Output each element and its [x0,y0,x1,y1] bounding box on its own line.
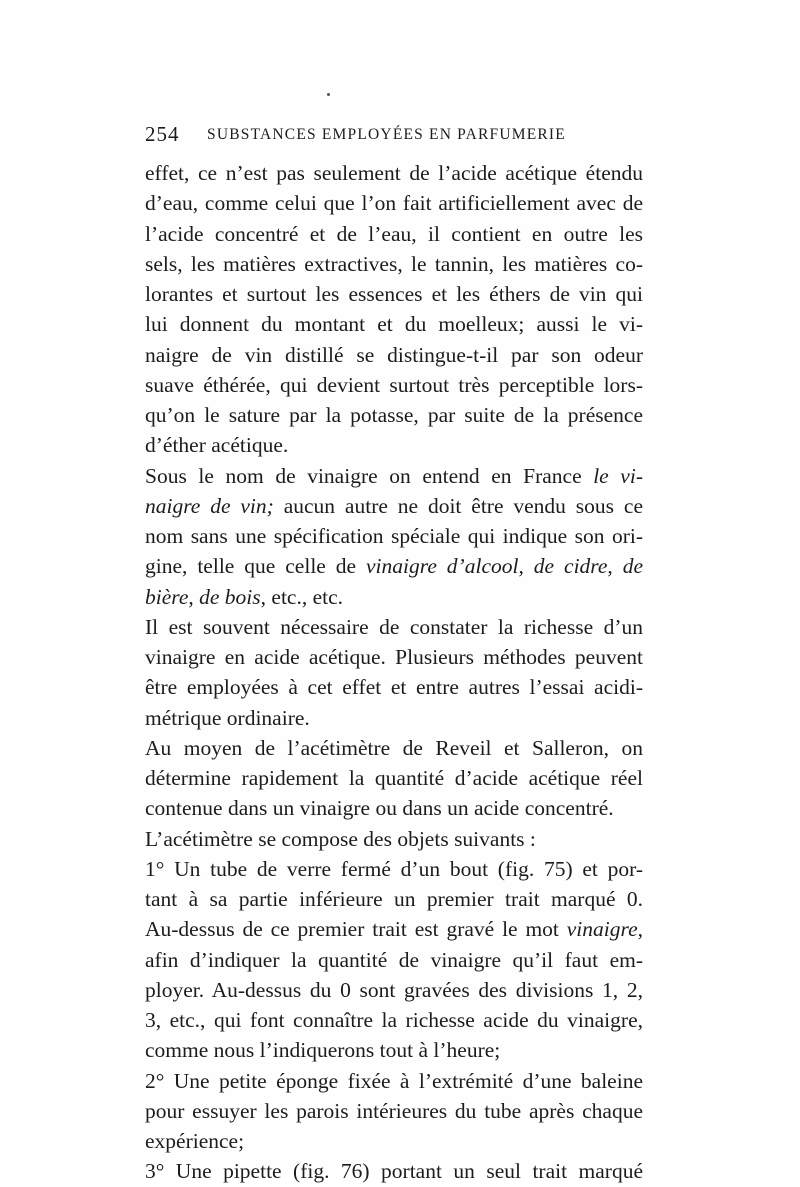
text-run: L’acétimètre se compose des objets suivants : [145,826,536,851]
text-line [145,491,643,521]
text-line [145,975,643,1005]
text-run: , [518,554,534,579]
text-run: suave éthérée, qui devient surtout très perceptible lors- [145,372,643,397]
text-run: lui donnent du montant et du moelleux; aussi le vi- [145,312,643,337]
text-run: d’éther acétique. [145,433,289,458]
text-run: sels, les matières extractives, le tannin, les matières co- [145,251,643,276]
text-line [145,582,643,612]
text-line [145,430,643,460]
text-line [145,551,643,581]
page-number: 254 [145,122,180,146]
text-line [145,672,643,702]
text-line [145,824,643,854]
text-line [145,188,643,218]
italic-text: de bois [199,584,261,609]
text-run: pour essuyer les parois intérieures du tube après chaque [145,1098,643,1123]
text-run: afin d’indiquer la quantité de vinaigre qu’il faut em- [145,947,643,972]
text-run: Il est souvent nécessaire de constater la richesse d’un [145,614,643,639]
text-line [145,642,643,672]
running-title: SUBSTANCES EMPLOYÉES EN PARFUMERIE [207,126,566,143]
text-line [145,461,643,491]
text-run: nom sans une spécification spéciale qui indique son ori- [145,524,643,548]
text-line [145,703,643,733]
text-line [145,219,643,249]
text-run: 1° Un tube de verre fermé d’un bout (fig. 75) et por- [145,856,643,881]
text-line [145,763,643,793]
text-run: qu’on le sature par la potasse, par suite de la présence [145,403,643,427]
text-line [145,158,643,188]
italic-text: vinaigre [566,917,638,942]
text-line [145,340,643,370]
text-run: , etc., etc. [260,584,344,609]
text-run: être employées à cet effet et entre autres l’essai acidi- [145,675,643,700]
text-run: tant à sa partie inférieure un premier trait marqué 0. [145,887,643,911]
italic-text: de cidre [533,554,608,579]
text-run: comme nous l’indiquerons tout à l’heure; [145,1038,501,1063]
text-run: 3, etc., qui font connaître la richesse acide du vinaigre, [145,1008,643,1032]
text-line [145,370,643,400]
text-run: ployer. Au-dessus du 0 sont gravées des divisions 1, 2, [145,977,643,1002]
text-run: Au-dessus de ce premier trait est gravé le mot [145,917,567,942]
text-run: d’eau, comme celui que l’on fait artificiellement avec de [145,191,643,216]
text-run: métrique ordinaire. [145,705,310,730]
text-line [145,1156,643,1186]
text-run: lorantes et surtout les essences et les éthers de vin qui [145,282,643,306]
page-header [145,118,655,148]
text-run: , [188,584,200,609]
text-run: Sous le nom de vinaigre on entend en France [145,463,594,488]
italic-text: naigre de vin; [145,493,274,518]
text-line [145,1126,643,1156]
paper-speck [327,93,330,96]
text-line [145,309,643,339]
text-run: aucun autre ne doit être vendu sous ce [273,493,644,518]
text-run: contenue dans un vinaigre ou dans un acide concentré. [145,796,614,821]
text-run: détermine rapidement la quantité d’acide acétique réel [145,766,643,790]
text-line [145,249,643,279]
italic-text: de [622,554,644,579]
text-run: naigre de vin distillé se distingue-t-il par son odeur [145,342,643,367]
text-line [145,279,643,309]
italic-text: vinaigre d’alcool [366,554,519,579]
text-line [145,612,643,642]
text-run: vinaigre en acide acétique. Plusieurs méthodes peuvent [145,645,643,669]
text-run: expérience; [145,1129,245,1153]
text-run: gine, telle que celle de [145,554,367,579]
text-line [145,1066,643,1096]
text-line [145,733,643,763]
text-line [145,521,643,551]
text-run: , [607,554,623,579]
italic-text: bière [145,584,189,609]
text-line [145,793,643,823]
text-run: 2° Une petite éponge fixée à l’extrémité d’une baleine [145,1068,643,1093]
text-line [145,945,643,975]
text-line [145,1035,643,1065]
text-run: Au moyen de l’acétimètre de Reveil et Salleron, on [145,735,643,760]
text-line [145,884,643,914]
text-run: 3° Une pipette (fig. 76) portant un seul trait marqué [145,1159,643,1184]
text-run: , [637,917,643,942]
text-line [145,1005,643,1035]
text-line [145,914,643,944]
text-line [145,854,643,884]
body-text [145,158,643,1187]
text-line [145,1096,643,1126]
text-run: l’acide concentré et de l’eau, il contient en outre les [145,221,643,246]
text-run: effet, ce n’est pas seulement de l’acide acétique étendu [145,161,643,185]
text-line [145,400,643,430]
italic-text: le vi- [593,463,643,488]
